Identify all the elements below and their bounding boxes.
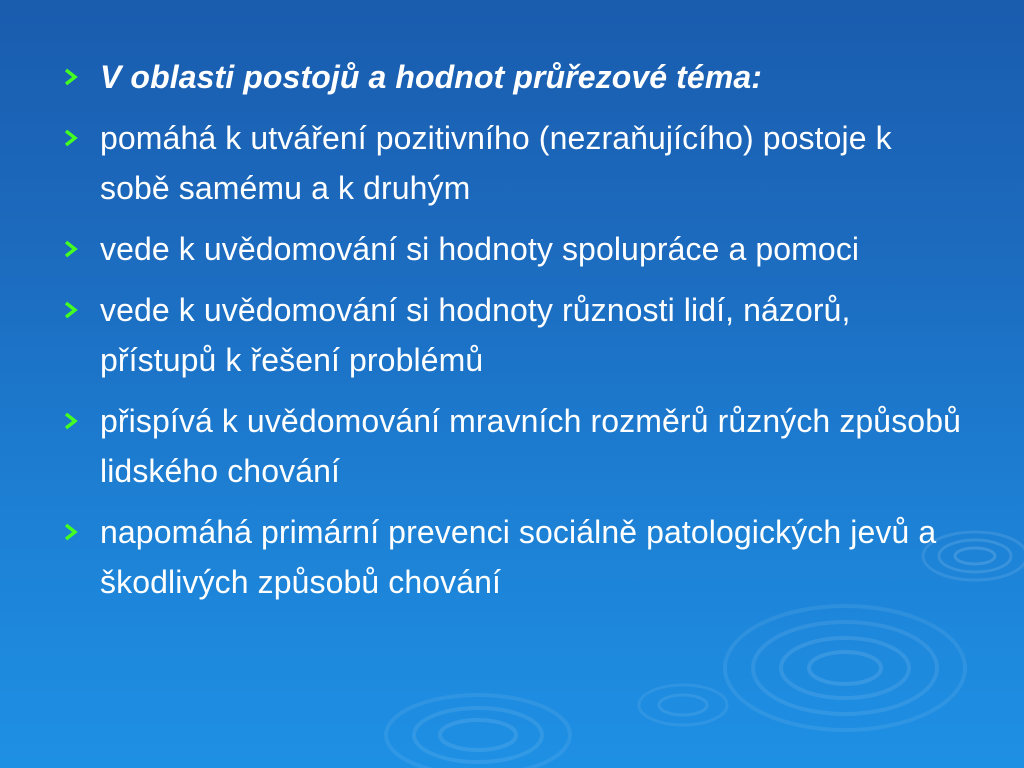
bullet-item [62,224,962,274]
bullet-item [62,507,962,607]
chevron-right-icon [62,396,100,446]
chevron-right-icon [62,507,100,557]
bullet-text: přispívá k uvědomování mravních rozměrů různých způsobů lidského chování [100,403,961,489]
bullet-text: vede k uvědomování si hodnoty spolupráce a pomoci [100,231,860,267]
chevron-right-icon [62,113,100,163]
bullet-text: napomáhá primární prevenci sociálně patologických jevů a škodlivých způsobů chování [100,514,937,600]
bullet-text: pomáhá k utváření pozitivního (nezraňujícího) postoje k sobě samému a k druhým [100,120,892,206]
bullet-list [62,52,962,618]
bullet-text: vede k uvědomování si hodnoty různosti lidí, názorů, přístupů k řešení problémů [100,292,851,378]
bullet-item [62,396,962,496]
chevron-right-icon [62,224,100,274]
bullet-item [62,113,962,213]
bullet-item-heading [62,52,962,102]
bullet-item [62,285,962,385]
bullet-text: V oblasti postojů a hodnot průřezové téma: [100,59,763,95]
chevron-right-icon [62,285,100,335]
chevron-right-icon [62,52,100,102]
